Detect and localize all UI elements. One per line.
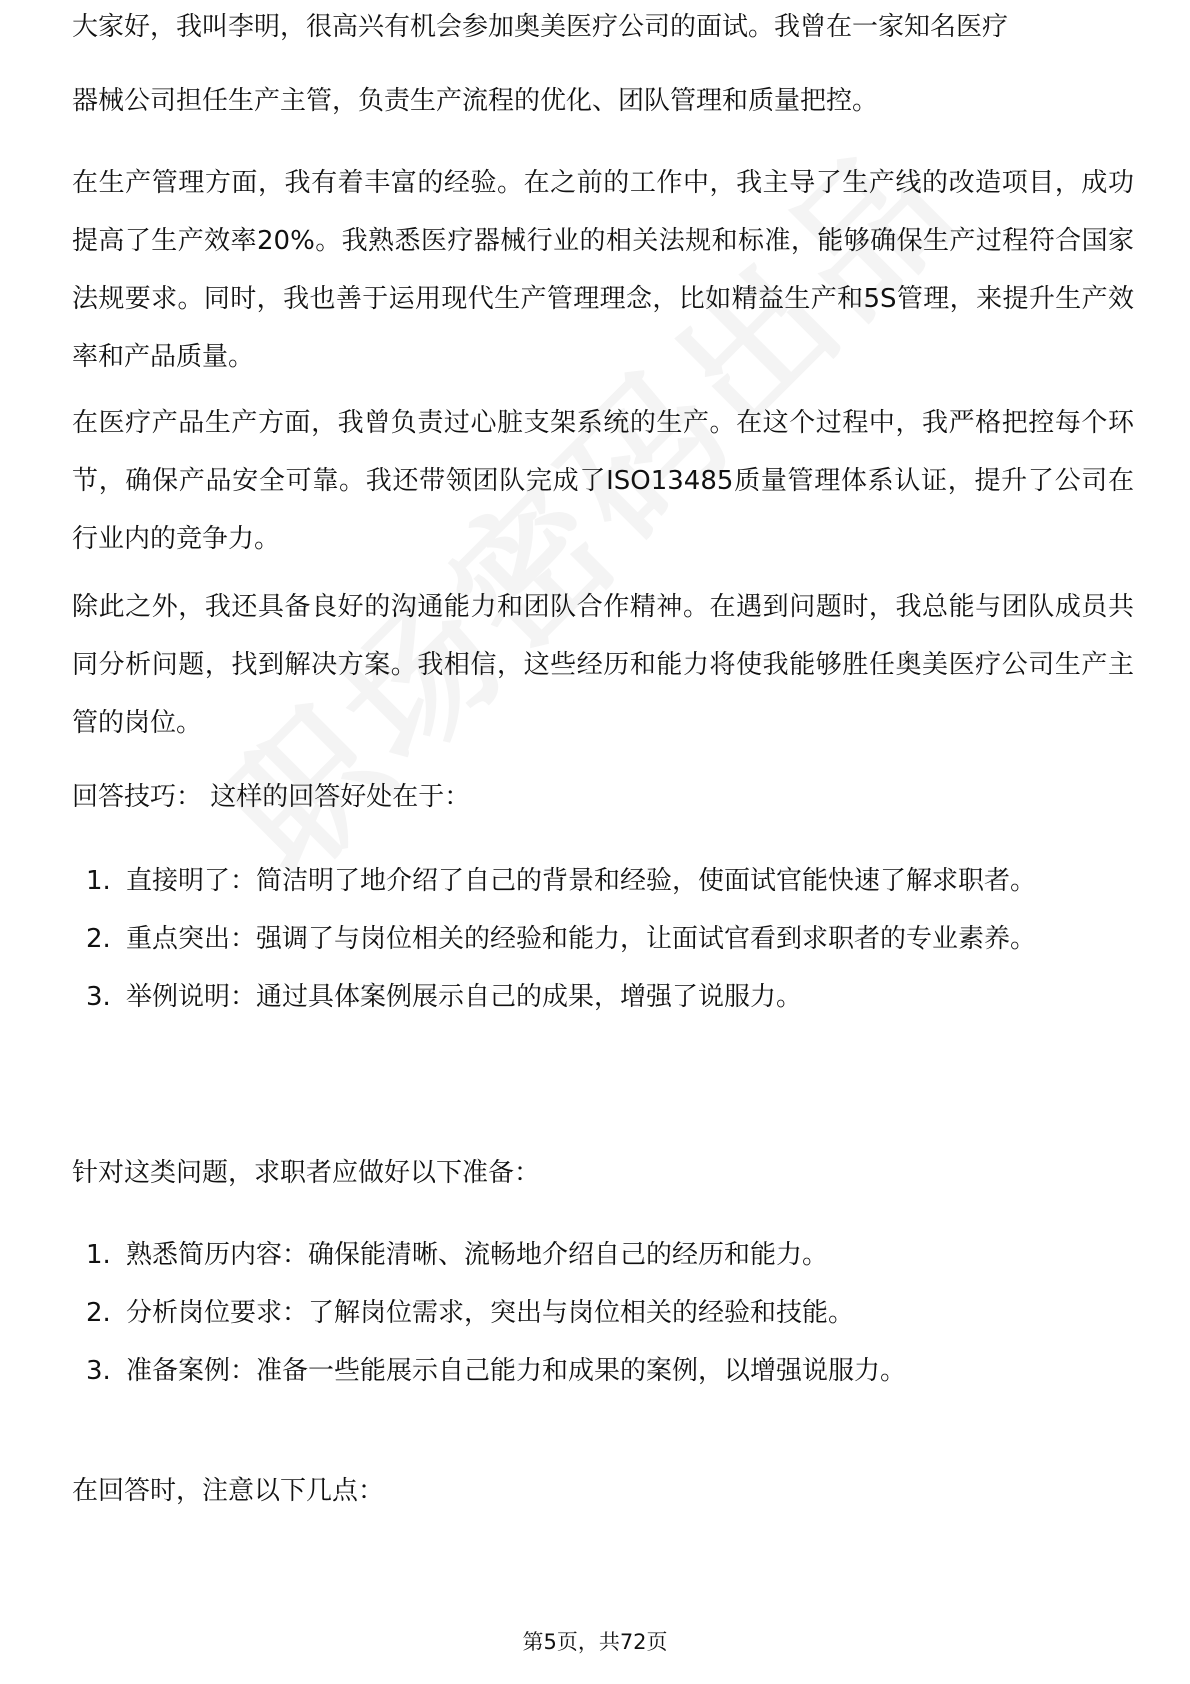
cut-off-top-line-text: 大家好，我叫李明，很高兴有机会参加奥美医疗公司的面试。我曾在一家知名医疗 — [72, 12, 1009, 42]
attention-heading: 在回答时，注意以下几点： — [72, 1476, 385, 1506]
list-item — [72, 910, 1134, 968]
cut-off-top-line — [72, 12, 1132, 56]
list-item-text: 重点突出：强调了与岗位相关的经验和能力，让面试官看到求职者的专业素养。 — [126, 924, 1037, 954]
list-item-text: 直接明了：简洁明了地介绍了自己的背景和经验，使面试官能快速了解求职者。 — [126, 866, 1037, 896]
list-number: 2. — [86, 1298, 111, 1328]
tips-list — [72, 852, 1134, 1026]
list-item — [72, 1284, 1134, 1342]
list-item — [72, 968, 1134, 1026]
list-item-text: 举例说明：通过具体案例展示自己的成果，增强了说服力。 — [126, 982, 803, 1012]
paragraph-1: 器械公司担任生产主管，负责生产流程的优化、团队管理和质量把控。 — [72, 86, 879, 116]
page-number-footer: 第5页，共72页 — [522, 1630, 668, 1654]
list-number: 3. — [86, 982, 111, 1012]
list-number: 1. — [86, 866, 111, 896]
prep-heading: 针对这类问题，求职者应做好以下准备： — [72, 1158, 541, 1188]
paragraph-2: 在生产管理方面，我有着丰富的经验。在之前的工作中，我主导了生产线的改造项目，成功提高了生产效率20%。我熟悉医疗器械行业的相关法规和标准，能够确保生产过程符合国家法规要求。同时，我也善于运用现代生产管理理念，比如精益生产和5S管理，来提升生产效率和产品质量。 — [72, 168, 1134, 372]
list-number: 3. — [86, 1356, 111, 1386]
tips-heading: 回答技巧： 这样的回答好处在于： — [72, 782, 471, 812]
list-number: 2. — [86, 924, 111, 954]
list-item-text: 分析岗位要求：了解岗位需求，突出与岗位相关的经验和技能。 — [126, 1298, 855, 1328]
list-number: 1. — [86, 1240, 111, 1270]
list-item-text: 熟悉简历内容：确保能清晰、流畅地介绍自己的经历和能力。 — [126, 1240, 829, 1270]
list-item-text: 准备案例：准备一些能展示自己能力和成果的案例，以增强说服力。 — [126, 1356, 907, 1386]
list-item — [72, 1342, 1134, 1400]
list-item — [72, 1226, 1134, 1284]
paragraph-4: 除此之外，我还具备良好的沟通能力和团队合作精神。在遇到问题时，我总能与团队成员共同分析问题，找到解决方案。我相信，这些经历和能力将使我能够胜任奥美医疗公司生产主管的岗位。 — [72, 592, 1134, 738]
prep-list — [72, 1226, 1134, 1400]
paragraph-3: 在医疗产品生产方面，我曾负责过心脏支架系统的生产。在这个过程中，我严格把控每个环节，确保产品安全可靠。我还带领团队完成了ISO13485质量管理体系认证，提升了公司在行业内的竞争力。 — [72, 408, 1134, 554]
list-item — [72, 852, 1134, 910]
